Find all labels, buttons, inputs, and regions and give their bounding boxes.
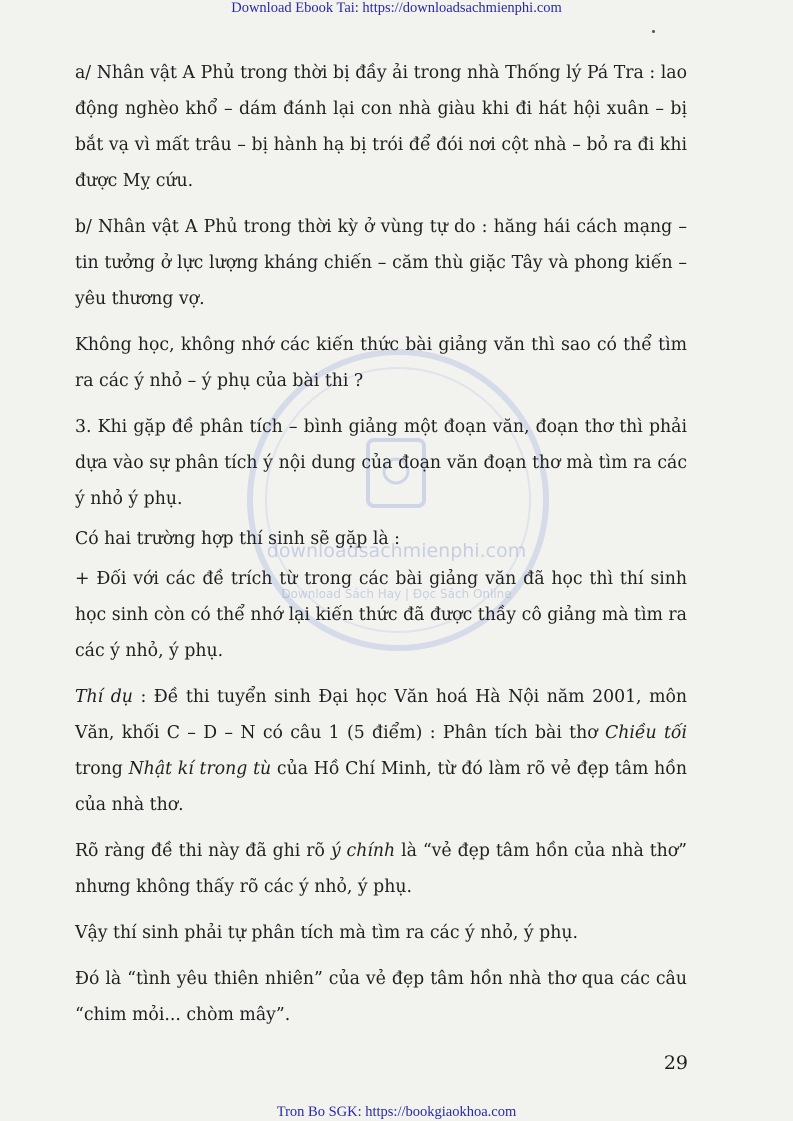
page-number: 29: [663, 1052, 688, 1074]
poem-title: Chiều tối: [604, 723, 687, 743]
analysis-text-1: Rõ ràng đề thi này đã ghi rõ: [75, 841, 331, 861]
example-text-1: : Đề thi tuyển sinh Đại học Văn hoá Hà Nội năm 2001, môn Văn, khối C – D – N có câu 1 (5 điểm) : Phân tích bài thơ: [75, 687, 688, 743]
header-download-link[interactable]: Download Ebook Tai: https://downloadsachmienphi.com: [231, 0, 562, 16]
paragraph-last: Đó là “tình yêu thiên nhiên” của vẻ đẹp tâm hồn nhà thơ qua các câu “chim mỏi... chòm mây”.: [75, 969, 687, 1025]
paragraph-example: [75, 679, 687, 823]
example-text-3: của Hồ Chí Minh, từ đó làm rõ vẻ đẹp tâm hồn của nhà thơ.: [75, 759, 688, 815]
example-label: Thí dụ: [75, 687, 133, 707]
analysis-text-2: là “vẻ đẹp tâm hồn của nhà thơ” nhưng không thấy rõ các ý nhỏ, ý phụ.: [75, 841, 688, 897]
paragraph-point-3: 3. Khi gặp đề phân tích – bình giảng một đoạn văn, đoạn thơ thì phải dựa vào sự phân tích ý nội dung của đoạn văn đoạn thơ mà tìm ra các ý nhỏ ý phụ.: [75, 417, 687, 509]
example-text-2: trong: [75, 759, 129, 779]
watermark-tagline: Download Sách Hay | Đọc Sách Online: [281, 587, 512, 601]
paragraph-conclusion: Vậy thí sinh phải tự phân tích mà tìm ra các ý nhỏ, ý phụ.: [75, 923, 578, 943]
page-body: [75, 55, 687, 1033]
paragraph-study-note: Không học, không nhớ các kiến thức bài giảng văn thì sao có thể tìm ra các ý nhỏ – ý phụ của bài thi ?: [75, 335, 687, 391]
scan-speck: [652, 30, 655, 33]
paragraph-case-one: + Đối với các đề trích từ trong các bài giảng văn đã học thì thí sinh học sinh còn có thể nhớ lại kiến thức đã được thầy cô giảng mà tìm ra các ý nhỏ, ý phụ.: [75, 569, 687, 661]
paragraph-analysis: [75, 833, 687, 905]
paragraph-two-cases: Có hai trường hợp thí sinh sẽ gặp là :: [75, 529, 400, 549]
book-title: Nhật kí trong tù: [128, 759, 272, 779]
paragraph-character-b: b/ Nhân vật A Phủ trong thời kỳ ở vùng tự do : hăng hái cách mạng – tin tưởng ở lực lượng kháng chiến – căm thù giặc Tây và phong kiến – yêu thương vợ.: [75, 217, 687, 309]
footer-sgk-link[interactable]: Tron Bo SGK: https://bookgiaokhoa.com: [276, 1104, 517, 1120]
paragraph-character-a: a/ Nhân vật A Phủ trong thời bị đầy ải trong nhà Thống lý Pá Tra : lao động nghèo khổ – dám đánh lại con nhà giàu khi đi hát hội xuân – bị bắt vạ vì mất trâu – bị hành hạ bị trói để đói nơi cột nhà – bỏ ra đi khi được Mỵ cứu.: [75, 63, 687, 191]
main-idea: ý chính: [330, 841, 396, 861]
watermark-site: downloadsachmienphi.com: [266, 540, 527, 562]
